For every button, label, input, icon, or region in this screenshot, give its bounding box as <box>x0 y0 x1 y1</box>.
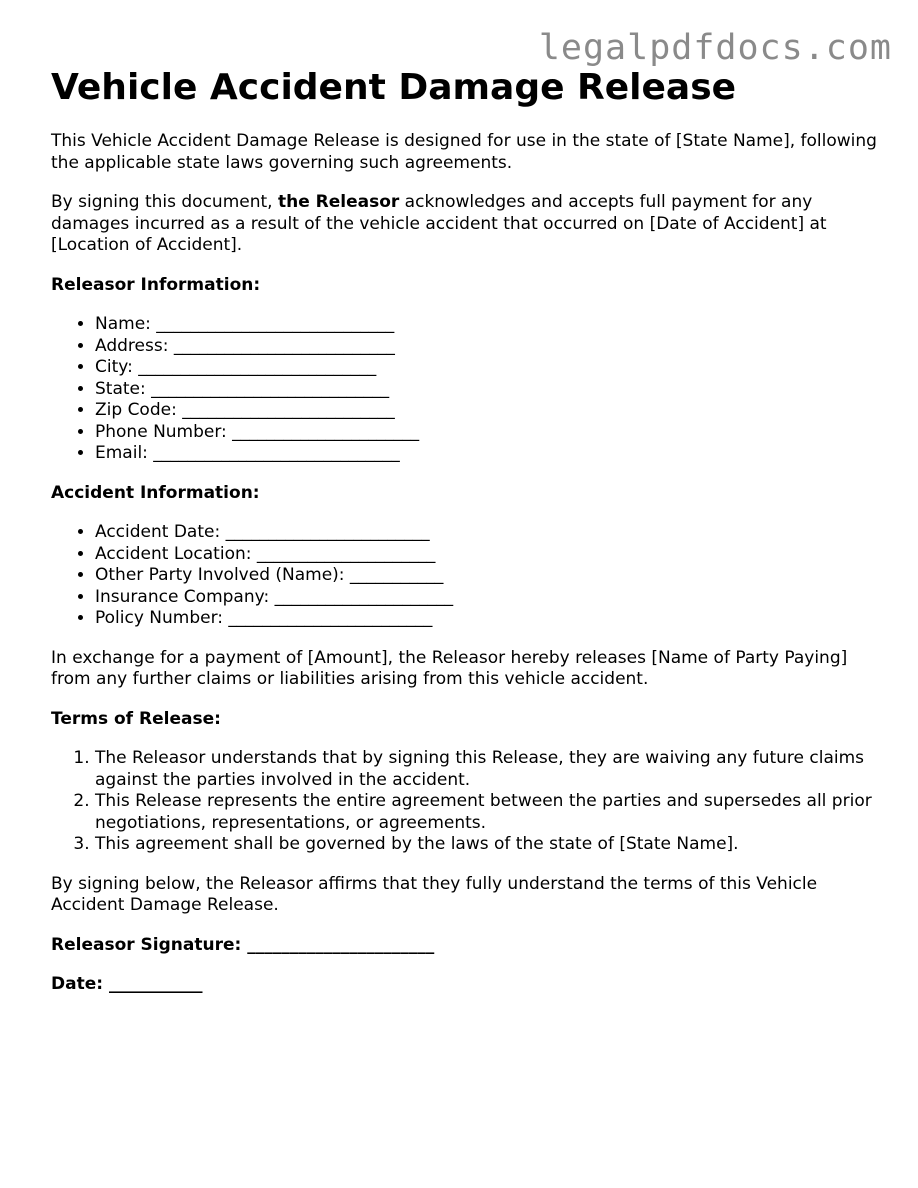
releasor-info-heading: Releasor Information: <box>51 274 261 295</box>
field-address: • Address: __________________________ <box>95 336 881 358</box>
term-item: 2. This Release represents the entire agreement between the parties and supersedes all prior negotiations, representations, or agreements. <box>95 791 881 834</box>
accident-info-list <box>51 522 881 630</box>
term-item: 3. This agreement shall be governed by the laws of the state of [State Name]. <box>95 834 881 856</box>
term-item: 1. The Releasor understands that by signing this Release, they are waiving any future claims against the parties involved in the accident. <box>95 748 881 791</box>
watermark-logo: legalpdfdocs.com <box>538 28 892 68</box>
releasor-term: the Releasor <box>277 192 400 212</box>
date-line: Date: ___________ <box>51 974 203 994</box>
document-page <box>51 62 881 996</box>
signature-line: Releasor Signature: ______________________ <box>51 934 435 955</box>
accident-info-heading: Accident Information: <box>51 482 260 503</box>
field-name: • Name: ____________________________ <box>95 314 881 336</box>
field-accident-date: • Accident Date: ________________________ <box>95 522 881 544</box>
document-title: Vehicle Accident Damage Release <box>51 67 737 108</box>
field-insurance-company: • Insurance Company: _____________________ <box>95 587 881 609</box>
field-city: • City: ____________________________ <box>95 357 881 379</box>
acknowledgement-suffix: acknowledges and accepts full payment for any damages incurred as a result of the vehicle accident that occurred on [Date of Accident] at [Location of Accident]. <box>51 192 827 255</box>
terms-list <box>51 748 881 856</box>
field-phone-number: • Phone Number: ______________________ <box>95 422 881 444</box>
field-policy-number: • Policy Number: ________________________ <box>95 608 881 630</box>
acknowledgement-paragraph <box>51 192 881 257</box>
exchange-paragraph: In exchange for a payment of [Amount], the Releasor hereby releases [Name of Party Paying] from any further claims or liabilities arising from this vehicle accident. <box>51 647 848 689</box>
affirmation-paragraph: By signing below, the Releasor affirms that they fully understand the terms of this Vehicle Accident Damage Release. <box>51 873 818 915</box>
terms-heading: Terms of Release: <box>51 708 221 729</box>
field-state: • State: ____________________________ <box>95 379 881 401</box>
intro-paragraph: This Vehicle Accident Damage Release is designed for use in the state of [State Name], following the applicable state laws governing such agreements. <box>51 131 877 173</box>
field-other-party: • Other Party Involved (Name): ___________ <box>95 565 881 587</box>
acknowledgement-prefix: By signing this document, <box>51 192 278 212</box>
field-email: • Email: _____________________________ <box>95 443 881 465</box>
field-accident-location: • Accident Location: _____________________ <box>95 544 881 566</box>
releasor-info-list <box>51 314 881 465</box>
field-zip-code: • Zip Code: _________________________ <box>95 400 881 422</box>
